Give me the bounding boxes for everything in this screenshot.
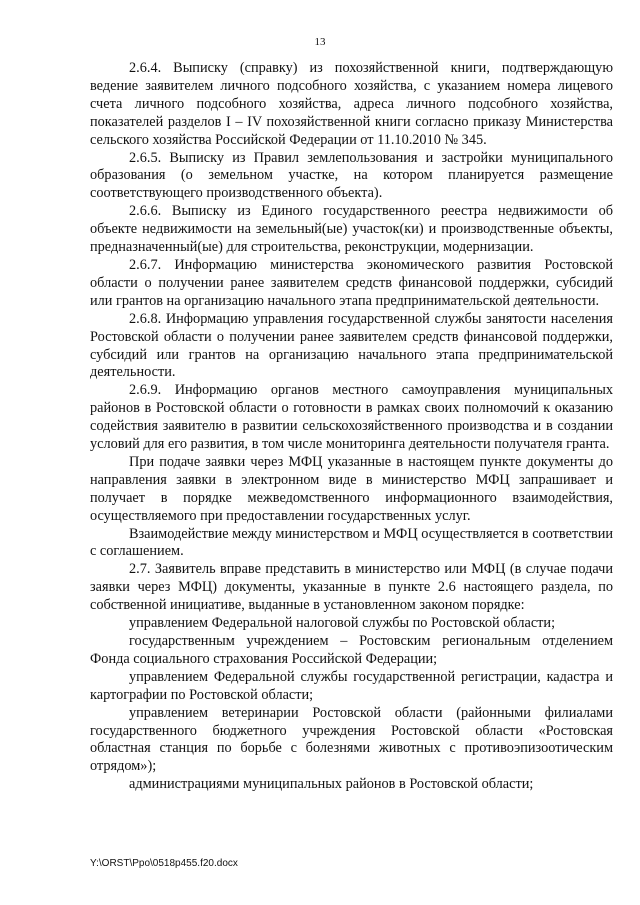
footer-file-path: Y:\ORST\Ppo\0518p455.f20.docx [90,858,238,869]
paragraph-mfc-request: При подаче заявки через МФЦ указанные в настоящем пункте документы до направления заявки в электронном виде в министерство МФЦ запрашивает и получает в порядке межведомственного информационного взаимодействия, осуществляемого при предоставлении государственных услуг. [90,453,613,524]
paragraph-2-6-8: 2.6.8. Информацию управления государственной службы занятости населения Ростовской области о получении ранее заявителем средств финансовой поддержки, субсидий или грантов на организацию начального этапа предпринимательской деятельности. [90,310,613,381]
list-item-tax-service: управлением Федеральной налоговой службы по Ростовской области; [129,615,556,632]
list-item-registration-service: управлением Федеральной службы государственной регистрации, кадастра и картографии по Ростовской области; [90,668,613,703]
paragraph-2-6-7: 2.6.7. Информацию министерства экономического развития Ростовской области о получении ранее заявителем средств финансовой поддержки, субсидий или грантов на организацию начального этапа предпринимательской деятельности. [90,256,613,309]
paragraph-2-6-6: 2.6.6. Выписку из Единого государственного реестра недвижимости об объекте недвижимости на земельный(ые) участок(ки) и производственные объекты, предназначенный(ые) для строительства, реконструкции, модернизации. [90,203,613,256]
document-body [90,60,613,794]
paragraph-mfc-interaction: Взаимодействие между министерством и МФЦ осуществляется в соответствии с соглашением. [90,525,613,560]
paragraph-2-7: 2.7. Заявитель вправе представить в министерство или МФЦ (в случае подачи заявки через МФЦ) документы, указанные в пункте 2.6 настоящего раздела, по собственной инициативе, выданные в установленном законом порядке: [90,561,613,614]
page-number: 13 [314,36,326,48]
paragraph-2-6-9: 2.6.9. Информацию органов местного самоуправления муниципальных районов в Ростовской области о готовности в рамках своих полномочий к оказанию содействия заявителю в развитии сельскохозяйственного производства и в создании условий для его развития, в том числе мониторинга деятельности получателя гранта. [90,382,613,453]
paragraph-2-6-4: 2.6.4. Выписку (справку) из похозяйственной книги, подтверждающую ведение заявителем личного подсобного хозяйства, с указанием номера лицевого счета личного подсобного хозяйства, адреса личного подсобного хозяйства, показателей разделов I – IV похозяйственной книги согласно приказу Министерства сельского хозяйства Российской Федерации от 11.10.2010 № 345. [90,60,613,148]
list-item-social-insurance-fund: государственным учреждением – Ростовским региональным отделением Фонда социального страхования Российской Федерации; [90,633,613,667]
paragraph-2-6-5: 2.6.5. Выписку из Правил землепользования и застройки муниципального образования (о земельном участке, на котором планируется размещение соответствующего производственного объекта). [90,149,613,202]
list-item-veterinary-department: управлением ветеринарии Ростовской области (районными филиалами государственного бюджетного учреждения Ростовской области «Ростовская областная станция по борьбе с болезнями животных с противоэпизоотическим отрядом»); [90,704,613,775]
list-item-municipal-administrations: администрациями муниципальных районов в Ростовской области; [129,776,534,793]
